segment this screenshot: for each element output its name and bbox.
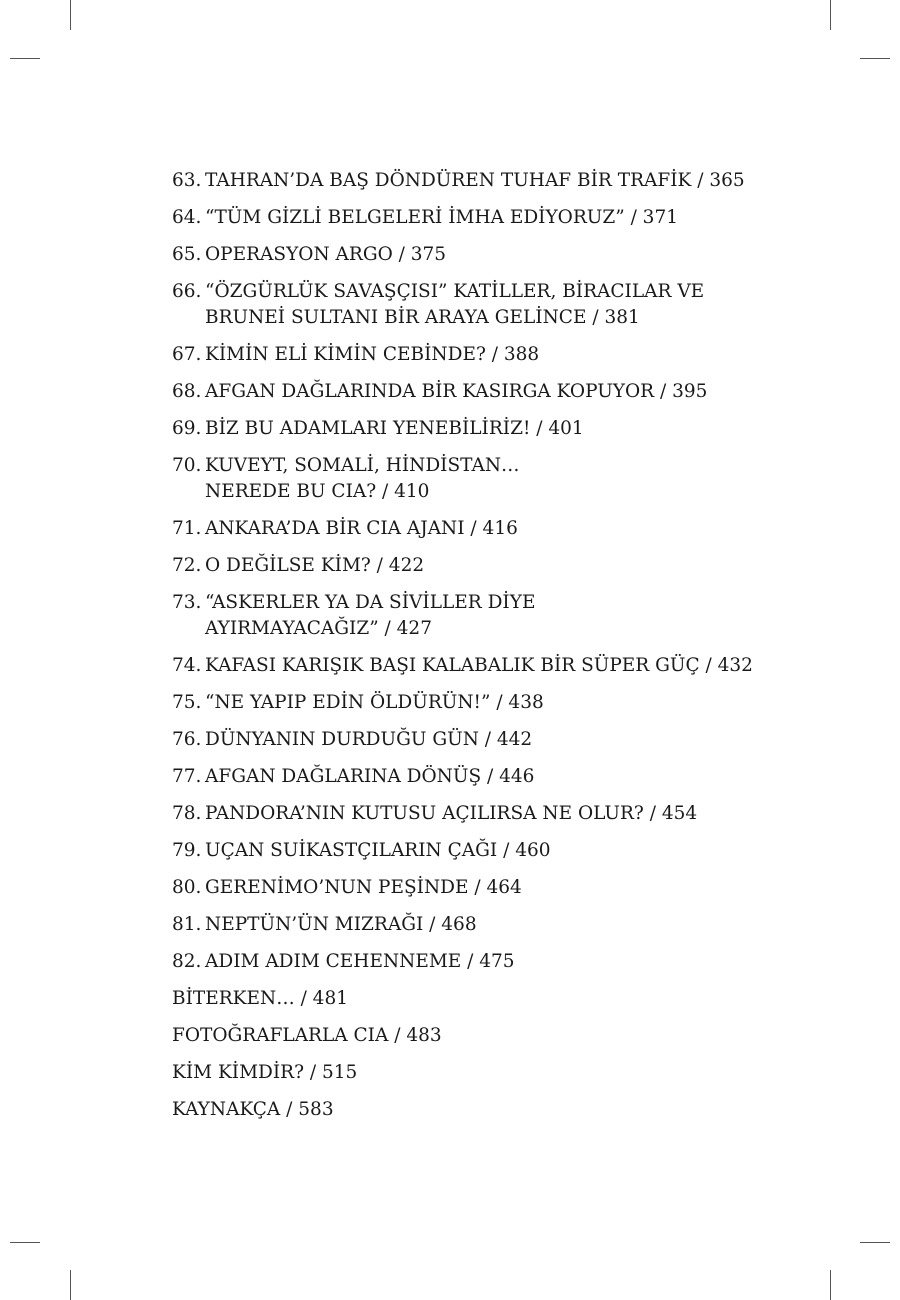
toc-entry: [172, 912, 772, 938]
toc-entry: [172, 379, 772, 405]
toc-entry-number: 70.: [172, 455, 202, 476]
crop-mark: [860, 1242, 890, 1243]
toc-entry-number: 82.: [172, 951, 202, 972]
toc-entry-title: AFGAN DAĞLARINDA BİR KASIRGA KOPUYOR / 395: [205, 381, 708, 402]
crop-mark: [830, 0, 831, 30]
toc-entry: [172, 1023, 772, 1049]
crop-mark: [70, 0, 71, 30]
toc-entry-number: 72.: [172, 555, 202, 576]
toc-entry: [172, 801, 772, 827]
toc-entry-number: 67.: [172, 344, 202, 365]
toc-entry-number: 76.: [172, 729, 202, 750]
toc-entry: [172, 553, 772, 579]
toc-entry-number: 71.: [172, 518, 202, 539]
crop-mark: [10, 1242, 40, 1243]
toc-entry: [172, 1097, 772, 1123]
toc-entry: [172, 416, 772, 442]
toc-entry-number: 74.: [172, 655, 202, 676]
toc-entry-title: DÜNYANIN DURDUĞU GÜN / 442: [205, 729, 533, 750]
toc-entry-title: KİMİN ELİ KİMİN CEBİNDE? / 388: [205, 344, 540, 365]
toc-entry-number: 79.: [172, 840, 202, 861]
toc-entry-number: 69.: [172, 418, 202, 439]
toc-entry: [172, 949, 772, 975]
toc-entry-number: 77.: [172, 766, 202, 787]
crop-mark: [10, 58, 40, 59]
toc-entry: [172, 168, 772, 194]
toc-entry: [172, 727, 772, 753]
toc-entry-title: FOTOĞRAFLARLA CIA / 483: [172, 1025, 442, 1046]
crop-mark: [70, 1270, 71, 1300]
crop-mark: [860, 58, 890, 59]
toc-entry-number: 73.: [172, 592, 202, 613]
toc-entry: [172, 1060, 772, 1086]
toc-entry: [172, 690, 772, 716]
table-of-contents: [172, 168, 772, 1134]
crop-mark: [830, 1270, 831, 1300]
toc-entry-title: AFGAN DAĞLARINA DÖNÜŞ / 446: [205, 766, 535, 787]
toc-entry: [172, 764, 772, 790]
toc-entry: [172, 342, 772, 368]
toc-entry-title: O DEĞİLSE KİM? / 422: [205, 555, 425, 576]
toc-entry: [172, 242, 772, 268]
toc-entry-title: ADIM ADIM CEHENNEME / 475: [205, 951, 515, 972]
toc-entry-number: 66.: [172, 281, 202, 302]
toc-entry-number: 75.: [172, 692, 202, 713]
toc-entry-title: KİM KİMDİR? / 515: [172, 1062, 358, 1083]
toc-entry-number: 78.: [172, 803, 202, 824]
toc-entry: [172, 838, 772, 864]
toc-entry: [172, 986, 772, 1012]
toc-entry-title: “ÖZGÜRLÜK SAVAŞÇISI” KATİLLER, BİRACILAR VE BRUNEİ SULTANI BİR ARAYA GELİNCE / 381: [205, 281, 705, 328]
toc-entry-title: “TÜM GİZLİ BELGELERİ İMHA EDİYORUZ” / 371: [205, 207, 678, 228]
toc-entry-number: 81.: [172, 914, 202, 935]
toc-entry: [172, 875, 772, 901]
toc-entry: [172, 279, 772, 331]
toc-entry-title: KAFASI KARIŞIK BAŞI KALABALIK BİR SÜPER GÜÇ / 432: [205, 655, 753, 676]
toc-entry-title: NEPTÜN’ÜN MIZRAĞI / 468: [205, 914, 477, 935]
toc-entry-title: “NE YAPIP EDİN ÖLDÜRÜN!” / 438: [205, 692, 544, 713]
toc-entry-number: 63.: [172, 170, 202, 191]
toc-entry-number: 68.: [172, 381, 202, 402]
toc-entry-title: TAHRAN’DA BAŞ DÖNDÜREN TUHAF BİR TRAFİK / 365: [205, 170, 745, 191]
toc-entry-number: 80.: [172, 877, 202, 898]
toc-entry: [172, 453, 772, 505]
toc-entry-title: GERENİMO’NUN PEŞİNDE / 464: [205, 877, 522, 898]
toc-entry: [172, 653, 772, 679]
toc-entry-title: BİZ BU ADAMLARI YENEBİLİRİZ! / 401: [205, 418, 584, 439]
toc-entry: [172, 205, 772, 231]
toc-entry-title: KAYNAKÇA / 583: [172, 1099, 334, 1120]
toc-entry-title: BİTERKEN… / 481: [172, 988, 348, 1009]
toc-entry: [172, 590, 772, 642]
toc-entry-title: OPERASYON ARGO / 375: [205, 244, 447, 265]
toc-entry-number: 64.: [172, 207, 202, 228]
toc-entry-title: PANDORA’NIN KUTUSU AÇILIRSA NE OLUR? / 454: [205, 803, 698, 824]
toc-entry-number: 65.: [172, 244, 202, 265]
toc-entry: [172, 516, 772, 542]
toc-entry-title: UÇAN SUİKASTÇILARIN ÇAĞI / 460: [205, 840, 551, 861]
toc-entry-title: ANKARA’DA BİR CIA AJANI / 416: [205, 518, 518, 539]
toc-entry-title: “ASKERLER YA DA SİVİLLER DİYE AYIRMAYACAĞIZ” / 427: [205, 592, 536, 639]
toc-entry-title: KUVEYT, SOMALİ, HİNDİSTAN… NEREDE BU CIA? / 410: [205, 455, 520, 502]
